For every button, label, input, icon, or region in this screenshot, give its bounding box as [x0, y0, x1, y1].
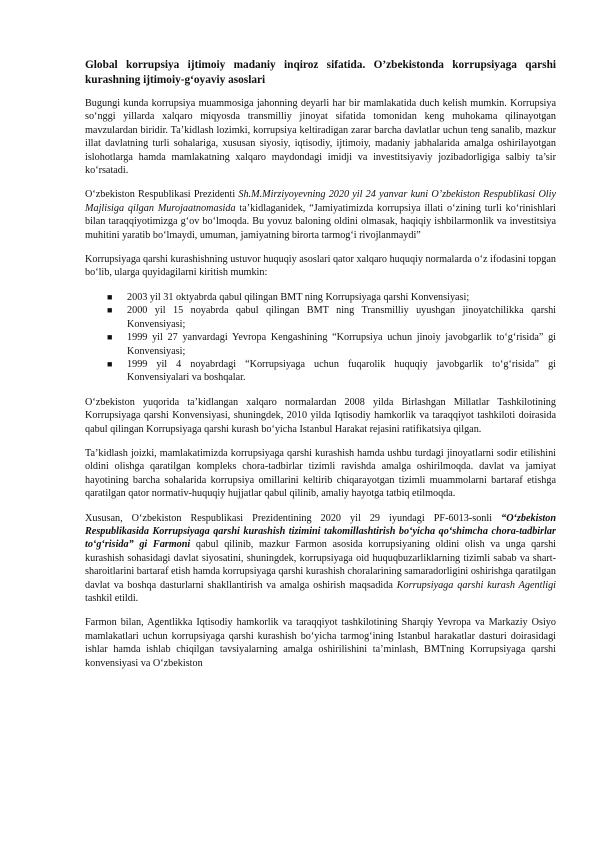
- agency-name: Korrupsiyaga qarshi kurash Agentligi: [396, 579, 556, 591]
- conventions-list: [107, 291, 556, 385]
- paragraph-president-address: [85, 188, 556, 242]
- bullet-icon: ■: [107, 332, 113, 343]
- paragraph-decree: [85, 512, 556, 606]
- document-title: Global korrupsiya ijtimoiy madaniy inqiroz sifatida. O’zbekistonda korrupsiyaga qarshi kurashning ijtimoiy-g‘oyaviy asoslari: [85, 59, 556, 86]
- paragraph-agency-tasks: Farmon bilan, Agentlikka Iqtisodiy hamkorlik va taraqqiyot tashkilotining Sharqiy Yevropa va Markaziy Osiyo mamlakatlari uchun korrupsiyaga qarshi kurashish bo‘yicha tarmog‘ining Istanbul harakatlar dasturi doirasidagi ishlar hamda ishlab chiqilgan tavsiyalarning amalga oshirilishini ta’minlash, BMTning Korrupsiyaga qarshi konvensiyasi va O‘zbekiston: [85, 617, 556, 669]
- italic-reference: Sh.M.Mirziyoyevning 2020 yil 24 yanvar kuni O’zbekiston Respublikasi Oliy Majlisiga qilgan Murojaatnomasida: [85, 189, 556, 214]
- bullet-icon: ■: [107, 358, 113, 369]
- list-item: [107, 291, 556, 304]
- list-item: [107, 331, 556, 358]
- list-item-text: 1999 yil 27 yanvardagi Yevropa Kengashining “Korrupsiya uchun jinoiy javobgarlik to‘g‘risida” gi Konvensiyasi;: [127, 332, 556, 357]
- bullet-icon: ■: [107, 291, 113, 302]
- list-item: [107, 358, 556, 385]
- paragraph-intro: Bugungi kunda korrupsiya muammosiga jahonning deyarli har bir mamlakatida duch kelish mumkin. Korrupsiya so‘nggi yillarda xalqaro miqyosda transmilliy jinoyat sifatida tomonidan keng muhokama qilinayotgan mavzulardan biridir. Ta’kidlash lozimki, korrupsiya keltiradigan zarar barcha davlatlar uchun teng sanalib, mazkur illat davlatning turli sohalariga, xususan siyosiy, iqtisodiy, ijtimoiy, madaniy jabhalarida amalga oshirilayotgan islohotlarga hamda mamlakatning xalqaro maydondagi imidji va investitsiyaviy jozibadorligiga salbiy ta’sir ko‘rsatadi.: [85, 98, 556, 177]
- list-item-text: 2003 yil 31 oktyabrda qabul qilingan BMT ning Korrupsiyaga qarshi Konvensiyasi;: [127, 291, 470, 303]
- text-run: Xususan, O‘zbekiston Respublikasi Prezidentining 2020 yil 29 iyundagi PF-6013-sonli: [85, 512, 502, 524]
- text-run: tashkil etildi.: [85, 593, 139, 604]
- bullet-icon: ■: [107, 305, 113, 316]
- text-run: O‘zbekiston Respublikasi Prezidenti: [85, 189, 239, 201]
- text-run: ta’kidlaganidek, “Jamiyatimizda korrupsiya illati o‘zining turli ko‘rinishlari bilan taraqqiyotimizga g‘ov bo‘lmoqda. Bu yovuz baloning oldini olmasak, haqiqiy ishbilarmonlik va investitsiya muhitini yaratib bo‘lmaydi, umuman, jamiyatning birorta tarmog‘i rivojlanmaydi”: [85, 202, 556, 241]
- list-item-text: 2000 yil 15 noyabrda qabul qilingan BMT ning Transmilliy uyushgan jinoyatchilikka qarshi Konvensiyasi;: [127, 305, 556, 330]
- paragraph-ratification: O‘zbekiston yuqorida ta’kidlangan xalqaro normalardan 2008 yilda Birlashgan Millatlar Tashkilotining Korrupsiyaga qarshi Konvensiyasi, shuningdek, 2010 yilda Iqtisodiy hamkorlik va taraqqiyot tashkiloti doirasida qabul qilingan Korrupsiyaga qarshi kurash bo‘yicha Istanbul Harakat rejasini ratifikatsiya qilgan.: [85, 396, 556, 435]
- paragraph-legal-basis: Korrupsiyaga qarshi kurashishning ustuvor huquqiy asoslari qator xalqaro huquqiy normalarda o‘z ifodasini topgan bo‘lib, ularga quyidagilarni kiritish mumkin:: [85, 254, 556, 279]
- text-run: qabul qilinib, mazkur Farmon asosida korrupsiyaning oldini olish va unga qarshi kurashish sohasidagi davlat siyosatini, shuningdek, korrupsiyaga oid huquqbuzarliklarning tizimli sabab va shart-sharoitlarini bartaraf etish hamda korrupsiyaga qarshi kurashish choralarining samaradorligini oshirishga qaratilgan davlat va boshqa dasturlarni shakllantirish va amalga oshirish maqsadida: [85, 539, 556, 591]
- list-item-text: 1999 yil 4 noyabrdagi “Korrupsiyaga uchun fuqarolik huquqiy javobgarlik to‘g‘risida” gi Konvensiyalari va boshqalar.: [127, 358, 556, 384]
- paragraph-measures: Ta’kidlash joizki, mamlakatimizda korrupsiyaga qarshi kurashish hamda ushbu turdagi jinoyatlarni sodir etilishini oldini olishga qaratilgan kompleks chora-tadbirlar tizimli ravishda amalga oshirilmoqda. davlat va jamiyat hayotining barcha sohalarida korrupsiya omillarini keltirib chiqarayotgan tizimli muammolarni bartaraf etishga qaratilgan qator normativ-huquqiy hujjatlar qabul qilinib, amaliy hayotga tatbiq etilmoqda.: [85, 447, 556, 500]
- decree-title: “O‘zbekiston Respublikasida Korrupsiyaga qarshi kurashish tizimini takomillashtirish bo‘yicha qo‘shimcha chora-tadbirlar to‘g‘risida” gi Farmoni: [85, 512, 556, 551]
- list-item: [107, 304, 556, 331]
